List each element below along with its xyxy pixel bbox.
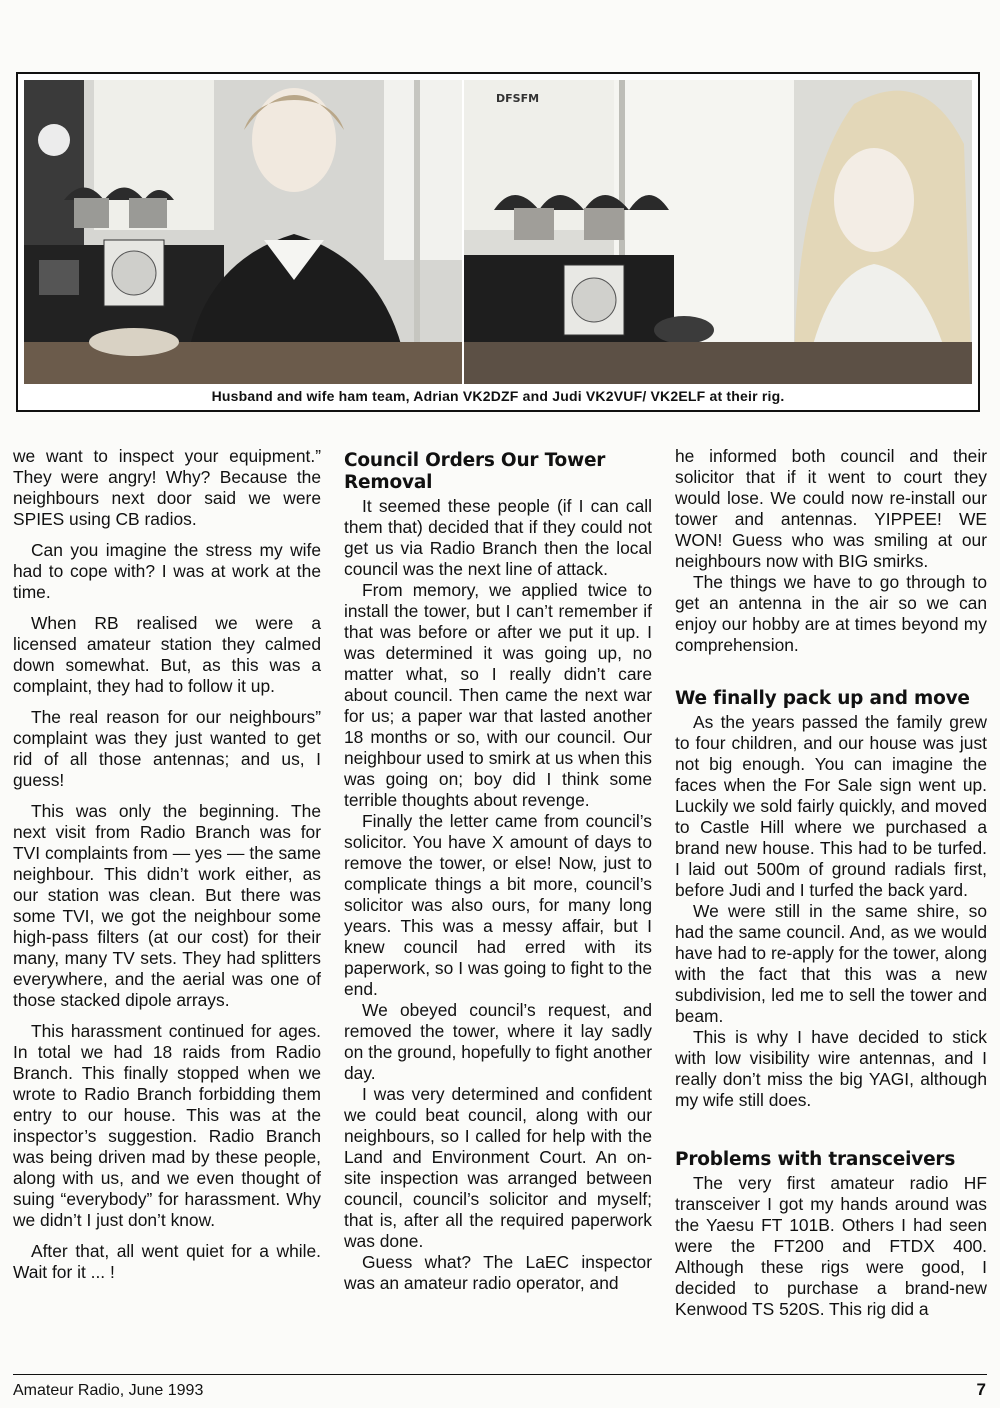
paragraph: The things we have to go through to get an antenna in the air so we can enjoy our hobby are at times beyond my comprehension. bbox=[675, 572, 987, 655]
photo-judi-image bbox=[464, 80, 972, 384]
photo-figure bbox=[16, 72, 980, 412]
paragraph: We obeyed council’s request, and removed the tower, where it lay sadly on the ground, hopefully to fight another day. bbox=[344, 1000, 652, 1083]
paragraph: Can you imagine the stress my wife had to cope with? I was at work at the time. bbox=[13, 540, 321, 602]
paragraph: This was only the beginning. The next visit from Radio Branch was for TVI complaints from — yes — the same neighbour. This didn’t work either, as our station was clean. But there was some TVI, we got the neighbour some high-pass filters (at our cost) for their many, many TV sets. They had splitters everywhere, and the aerial was one of those stacked dipole arrays. bbox=[13, 801, 321, 1010]
section-heading-council: Council Orders Our Tower Removal bbox=[344, 450, 606, 493]
photo-judi bbox=[464, 80, 972, 384]
footer-divider bbox=[13, 1374, 987, 1375]
section-heading-move: We finally pack up and move bbox=[675, 688, 970, 709]
page-number: 7 bbox=[976, 1380, 986, 1399]
photo-caption: Husband and wife ham team, Adrian VK2DZF and Judi VK2VUF/ VK2ELF at their rig. bbox=[211, 388, 785, 404]
paragraph: It seemed these people (if I can call them that) decided that if they could not get us via Radio Branch then the local council was the next line of attack. bbox=[344, 496, 652, 579]
section-heading-transceivers: Problems with transceivers bbox=[675, 1149, 956, 1170]
paragraph: The very first amateur radio HF transceiver I got my hands around was the Yaesu FT 101B. Others I had seen were the FT200 and FTDX 400. Although these rigs were good, I decided to purchase a brand-new Kenwood TS 520S. This rig did a bbox=[675, 1173, 987, 1319]
paragraph: This harassment continued for ages. In total we had 18 raids from Radio Branch. This finally stopped when we wrote to Radio Branch forbidding them entry to our house. This was at the inspector’s suggestion. Radio Branch was being driven mad by these people, along with us, and we even thought of suing “everybody” for harassment. Why we didn’t I just don’t know. bbox=[13, 1021, 321, 1230]
paragraph: Finally the letter came from council’s solicitor. You have X amount of days to remove the tower, or else! Now, just to complicate things a bit more, council’s solicitor was also ours, for many long years. This was a messy affair, but I knew council had erred with its paperwork, so I was going to fight to the end. bbox=[344, 811, 652, 999]
paragraph: The real reason for our neighbours” complaint was they just wanted to get rid of all those antennas; and us, I guess! bbox=[13, 707, 321, 790]
column-2 bbox=[344, 446, 652, 1294]
photo-adrian bbox=[24, 80, 462, 384]
paragraph: we want to inspect your equipment.” They were angry! Why? Because the neighbours next door said we were SPIES using CB radios. bbox=[13, 446, 321, 529]
paragraph: Guess what? The LaEC inspector was an amateur radio operator, and bbox=[344, 1252, 652, 1293]
paragraph: I was very determined and confident we could beat council, along with our neighbours, so I called for help with the Land and Environment Court. An on-site inspection was arranged between council, council’s solicitor and myself; that is, after all the required paperwork was done. bbox=[344, 1084, 652, 1251]
footer-publication: Amateur Radio, June 1993 bbox=[13, 1382, 204, 1399]
photo-adrian-image bbox=[24, 80, 462, 384]
wall-sign-text: DFSFM bbox=[496, 92, 540, 105]
column-1 bbox=[13, 446, 321, 1293]
paragraph: As the years passed the family grew to four children, and our house was just not big enough. You can imagine the faces when the For Sale sign went up. Luckily we sold fairly quickly, and moved to Castle Hill where we purchased a brand new house. This had to be turfed. I laid out 500m of ground radials first, before Judi and I turfed the back yard. bbox=[675, 712, 987, 900]
paragraph: he informed both council and their solicitor that if it went to court they would lose. We could now re-install our tower and antennas. YIPPEE! WE WON! Guess who was smiling at our neighbours now with BIG smirks. bbox=[675, 446, 987, 571]
paragraph: This is why I have decided to stick with low visibility wire antennas, and I really don’t miss the big YAGI, although my wife still does. bbox=[675, 1027, 987, 1110]
column-3 bbox=[675, 446, 987, 1320]
paragraph: We were still in the same shire, so had the same council. And, as we would have had to re-apply for the tower, along with the fact that this was a new subdivision, led me to sell the tower and beam. bbox=[675, 901, 987, 1026]
paragraph: After that, all went quiet for a while. Wait for it ... ! bbox=[13, 1241, 321, 1282]
paragraph: When RB realised we were a licensed amateur station they calmed down somewhat. But, as this was a complaint, they had to follow it up. bbox=[13, 613, 321, 696]
paragraph: From memory, we applied twice to install the tower, but I can’t remember if that was before or after we put it up. I was determined it was going up, no matter what, so I really didn’t care about council. Then came the next war for us; a paper war that lasted another 18 months or so, with our council. Our neighbour used to smirk at us when this was going on; boy did I think some terrible thoughts about revenge. bbox=[344, 580, 652, 810]
